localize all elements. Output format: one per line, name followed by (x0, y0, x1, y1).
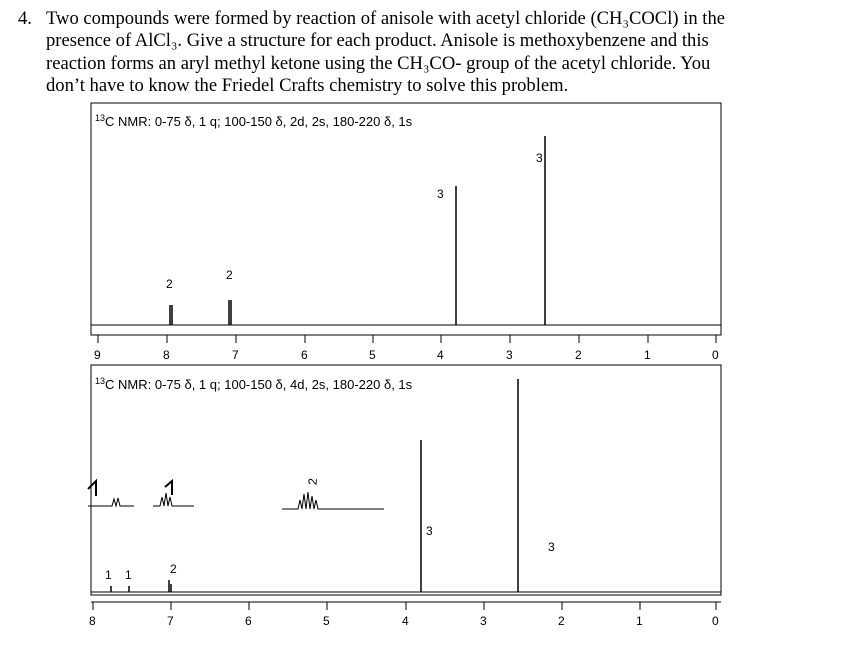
spectrum-2-peak-label: 3 (426, 524, 433, 538)
question-text: Two compounds were formed by reaction of anisole with acetyl chloride (CH₃COCl) in the presence of AlCl₃. Give a structure for each product. Anisole is methoxybenzene and this reaction forms an aryl methyl ketone using the CH₃CO- group of the acetyl chloride. You don’t have to know the Friedel Crafts chemistry to solve this problem. (46, 8, 726, 97)
spectrum-1-tick-label: 2 (575, 348, 582, 362)
spectrum-2-tick-label: 7 (167, 614, 174, 628)
spectrum-1-peak-group-7.9 (164, 305, 178, 325)
spectrum-2 (88, 365, 721, 628)
spectrum-2-tick-label: 6 (245, 614, 252, 628)
spectrum-2-tick-label: 4 (402, 614, 409, 628)
spectrum-1-tick-label: 9 (94, 348, 101, 362)
spectrum-2-tick-label: 8 (89, 614, 96, 628)
spectrum-1-peak-label: 2 (166, 277, 173, 291)
spectrum-1-tick-label: 5 (369, 348, 376, 362)
spectrum-1-tick-label: 8 (163, 348, 170, 362)
spectrum-1-tick-label: 1 (644, 348, 651, 362)
spectrum-2-peak-label: 2 (170, 562, 177, 576)
spectrum-2-tick-label: 2 (558, 614, 565, 628)
question-number: 4. (18, 8, 32, 29)
expansion-integration-mark (88, 481, 96, 496)
spectrum-1-tick-label: 4 (437, 348, 444, 362)
spectrum-2-tick-label: 0 (712, 614, 719, 628)
spectrum-2-ticks (93, 602, 716, 610)
spectrum-2-nmr-header: $^{13}$C NMR: 0-75 δ, 1 q; 100-150 δ, 4d, 2s, 180-220 δ, 1s (95, 376, 413, 392)
spectrum-2-peak-label: 3 (548, 540, 555, 554)
spectrum-1-tick-label: 0 (712, 348, 719, 362)
spectrum-2-tick-label: 5 (323, 614, 330, 628)
spectrum-1-peak-label: 2 (226, 268, 233, 282)
spectrum-2-tick-label: 3 (480, 614, 487, 628)
expansion-trace (88, 498, 134, 506)
spectrum-2-peak-label: 1 (125, 568, 132, 582)
expansion-integration-mark (165, 481, 172, 495)
spectrum-2-frame (91, 365, 721, 595)
spectrum-1-ticks (98, 335, 716, 343)
spectrum-2-tick-label: 1 (636, 614, 643, 628)
spectrum-1-nmr-header: $^{13}$C NMR: 0-75 δ, 1 q; 100-150 δ, 2d, 2s, 180-220 δ, 1s (95, 113, 413, 129)
spectrum-1-tick-label: 3 (506, 348, 513, 362)
spectrum-1 (91, 103, 721, 362)
expansion-trace (282, 492, 384, 509)
spectrum-2-expansion (88, 481, 384, 509)
expansion-trace (153, 493, 194, 506)
spectrum-1-frame (91, 103, 721, 335)
spectrum-2-expansion-label: 2 (305, 477, 320, 486)
spectrum-1-peak-label: 3 (536, 151, 543, 165)
spectrum-1-tick-label: 6 (301, 348, 308, 362)
spectrum-1-tick-label: 7 (232, 348, 239, 362)
spectrum-1-peak-label: 3 (437, 187, 444, 201)
spectrum-1-peak-group-6.9 (229, 300, 231, 325)
spectrum-2-peak-label: 1 (105, 568, 112, 582)
